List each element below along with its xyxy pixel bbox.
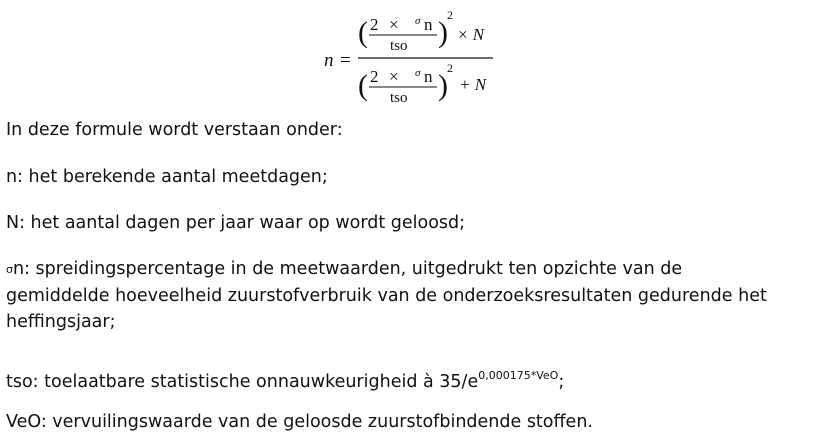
definition-sigma-line-1: σn: spreidingspercentage in de meetwaarden, uitgedrukt ten opzichte van de [6, 259, 683, 279]
denominator-tso: tso [390, 90, 408, 106]
definition-tso: tso: toelaatbare statistische onnauwkeurigheid à $35/e^{0,000175*VeO}$; [6, 369, 565, 392]
formula-lhs: n [324, 50, 334, 71]
formula-equals: = [340, 50, 351, 71]
denominator-plus-N: + N [459, 75, 487, 94]
denominator-exponent: 2 [447, 61, 453, 75]
numerator-times: × [389, 15, 399, 34]
numerator-sigma: σ [415, 15, 421, 27]
denominator-sigma: σ [415, 67, 421, 79]
definition-sigma-line-3: heffingsjaar; [6, 312, 116, 332]
denominator-times: × [389, 67, 399, 86]
denominator-right-paren: ) [438, 69, 448, 102]
definition-veo: VeO: vervuilingswaarde van de geloosde zuurstofbindende stoffen. [6, 412, 593, 432]
tso-exponent: 0,000175*VeO [478, 369, 559, 382]
numerator-exponent: 2 [447, 8, 453, 22]
definition-n: n: het berekende aantal meetdagen; [6, 167, 328, 187]
intro-text: In deze formule wordt verstaan onder: [6, 120, 343, 140]
definition-N: N: het aantal dagen per jaar waar op wordt geloosd; [6, 213, 466, 233]
sigma-symbol: σ [6, 263, 13, 276]
definition-sigma-line-2: gemiddelde hoeveelheid zuurstofverbruik van de onderzoeksresultaten gedurende het [6, 286, 767, 306]
numerator-sigma-sub: n [424, 15, 433, 34]
formula [0, 0, 813, 112]
numerator-tso: tso [390, 38, 408, 54]
denominator-left-paren: ( [358, 69, 368, 102]
definition-sigma [6, 256, 806, 335]
formula-svg [0, 0, 813, 112]
denominator-sigma-sub: n [424, 67, 433, 86]
denominator-two: 2 [370, 67, 379, 86]
numerator-left-paren: ( [358, 16, 368, 49]
numerator-right-paren: ) [438, 16, 448, 49]
numerator-times-N: × N [457, 25, 485, 44]
numerator-two: 2 [370, 15, 379, 34]
